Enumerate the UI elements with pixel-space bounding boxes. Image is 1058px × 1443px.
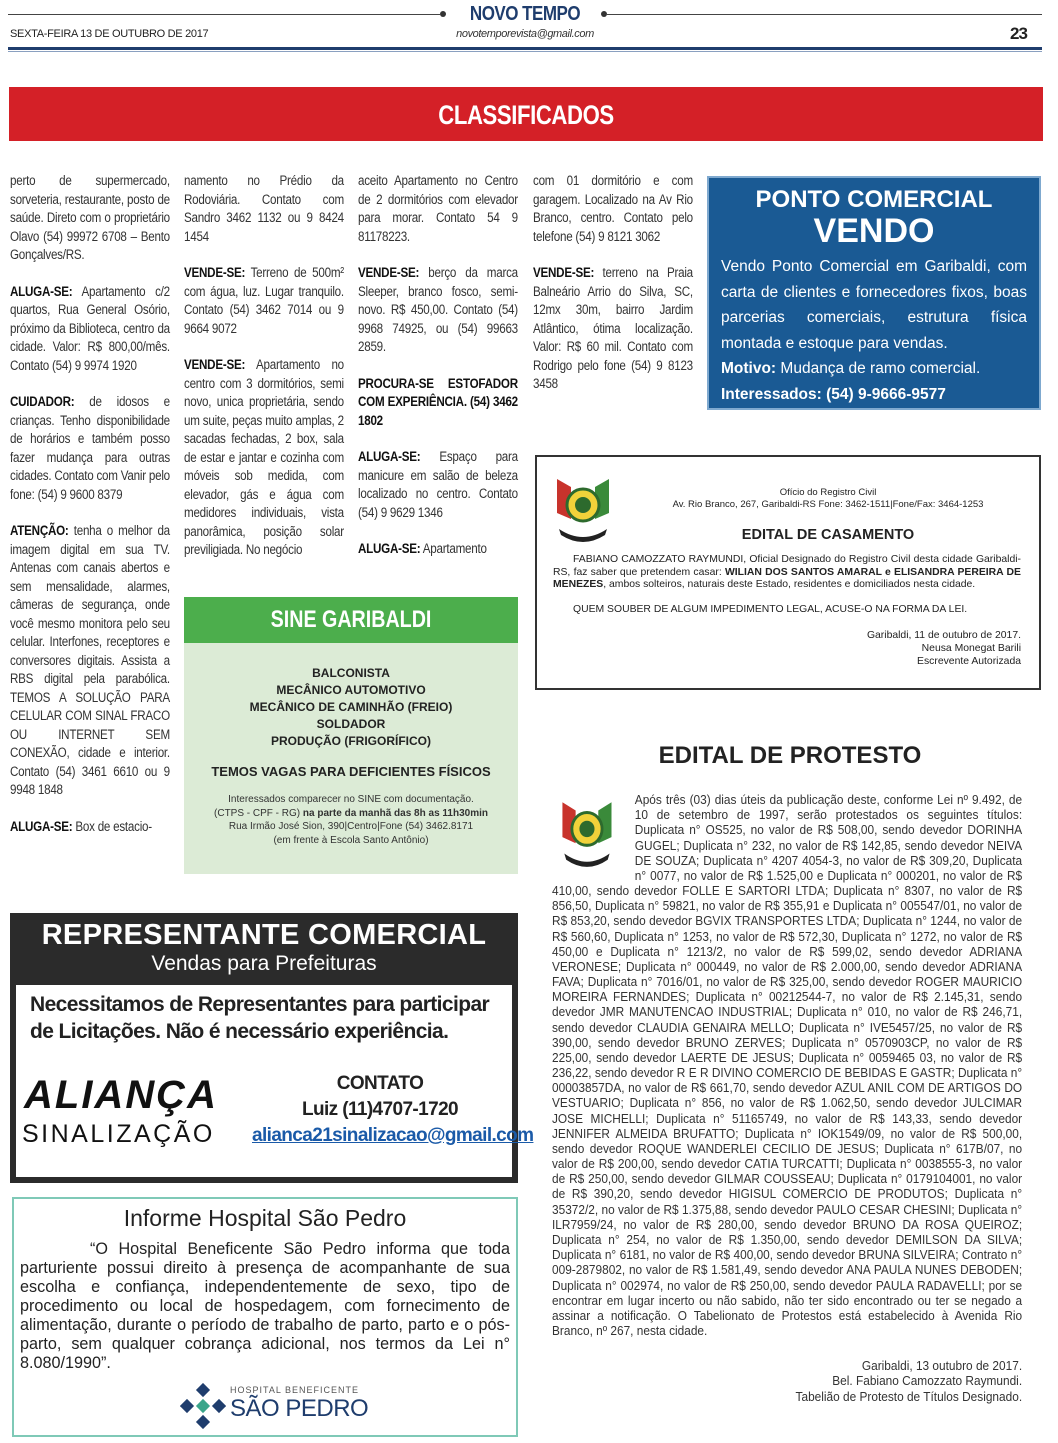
classified-column-1 [10,172,170,854]
hospital-logo-text: SÃO PEDRO [230,1395,369,1422]
hospital-logo-small: HOSPITAL BENEFICENTE [230,1385,360,1395]
classified-ad [533,172,693,246]
section-title-bar [9,87,1043,141]
ad-subtitle: VENDO [813,212,935,250]
job-listing: MECÂNICO AUTOMOTIVO [276,683,426,697]
header-rule [8,47,1042,50]
header-line [607,14,1042,15]
sine-info-line [184,807,518,821]
sine-docs: (CTPS - CPF - RG) [214,807,303,819]
rep-contact [252,1071,534,1149]
motivo-text: Mudança de ramo comercial. [776,360,981,377]
classified-lead: VENDE-SE: [184,357,246,373]
rep-title: REPRESENTANTE COMERCIAL [41,919,487,951]
edital-role: Escrevente Autorizada [917,656,1021,667]
classified-text: berço da marca Sleeper, branco fosco, semi-novo. R$ 450,00. Contato (54) 9968 74925, ou (54) 99663 2859. [358,265,518,355]
classified-lead: CUIDADOR: [10,394,75,410]
classified-lead: ALUGA-SE: [10,818,73,835]
header-line [8,14,440,15]
sine-hours: na parte da manhã das 8h as 11h30min [302,807,488,819]
classified-ad [10,283,170,376]
classified-text: perto de supermercado, sorveteria, restaurante, posto de saúde. Direto com o proprietário Olavo (54) 99972 6708 – Bento Gonçalves/RS. [10,173,170,263]
classified-lead: ATENÇÃO: [10,523,69,539]
header-email: novotemporevista@gmail.com [456,28,594,40]
classified-column-3 [358,172,518,577]
edital-text-end: , ambos solteiros, naturais deste Estado, residentes e domiciliados nesta cidade. [603,579,976,590]
edital-date: Garibaldi, 11 de outubro de 2017. [866,630,1021,641]
page-number: 23 [1010,24,1027,43]
protesto-title: EDITAL DE PROTESTO [658,742,922,769]
alianca-logo-sub: SINALIZAÇÃO [22,1120,215,1148]
section-title: CLASSIFICADOS [438,100,614,130]
protesto-text: Após três (03) dias úteis da publicação deste, conforme Lei nº 9.492, de 10 de setembro de 1997, serão protestados os seguintes títulos: Duplicata n° OS525, no valor de R$ 508,00, sendo devedor DORINHA GUGEL; Duplicata n° 232, no valor de R$ 142,85, sendo devedor NEIVA DE SOUZA; Duplicata n° 4207 4054-3, no valor de R$ 309,20, Duplicata n° 0077, no valor de R$ 1.525,00 e Duplicata n° 000201, no valor de R$ 410,00, sendo devedor FOLLE E SARTORI LTDA; Duplicata n° 8307, no valor de R$ 856,50, Duplicata n° 59821, no valor de R$ 355,91 e Duplicata n° 005547/01, no valor de R$ 853,20, sendo devedor BGVIX TRANSPORTES LTDA; Duplicata n° 1244, no valor de R$ 560,60, Duplicata n° 1253, no valor de R$ 572,30, Duplicata n° 1272, no valor de R$ 450,00 e Duplicata n° 1213/2, no valor de R$ 599,02, sendo devedor ADRIANA VERONESE; Duplicata n° 000449, no valor de R$ 2.000,00, sendo devedor ADRIANA FAVA; Duplicata n° 7016/01, no valor de R$ 325,00, sendo devedor ROGER MAURICIO MOREIRA FERNANDES; Duplicata n° 00212544-7, no valor de R$ 2.145,31, sendo devedor JMR MANUTENCAO INDUSTRIAL; Duplicata n° 010, no valor de R$ 246,71, sendo devedor CLAUDIA GENAIRA MELLO; Duplicata n° IVE5457/25, no valor de R$ 390,00, sendo devedor BRUNO ZERVES; Duplicata n° 0570903CP, no valor de R$ 225,00, sendo devedor LAERTE DE JESUS; Duplicata n° 0059465 03, no valor de R$ 236,22, sendo devedor R E R DIVINO COMERCIO DE BEBIDAS E GASTR; Duplicata n° 00003857DA, no valor de R$ 661,70, sendo devedor AZUL ANIL COM DE ARTIGOS DO VESTUARIO; Duplicata n° 856, no valor de R$ 1.062,50, sendo devedor JULCIMAR JOSE MICHELLI; Duplicata n° 51165749, no valor de R$ 143,33, sendo devedor JENNIFER ALMEIDA BRUFATTO; Duplicata n° IOK1549/09, no valor de R$ 500,00, sendo devedor ROQUE WANDERLEI CECILIO DE JESUS; Duplicata n° 617B/07, no valor de R$ 200,00, sendo devedor CATIA TURCATTI; Duplicata n° 0038555-3, no valor de R$ 250,00, sendo devedor GILMAR COUSSEAU; Duplicata n° 0179104001, no valor de R$ 390,20, sendo devedor HIGISUL COMERCIO DE PRODUTOS; Duplicata n° 35372/2, no valor de R$ 1.375,88, sendo devedor PAULO CESAR CHESINI; Duplicata n° ILR7959/24, no valor de R$ 280,00, sendo devedor BRUNO DA ROSA QUEIROZ; Duplicata n° 254, no valor de R$ 1.350,00, sendo devedor DEMILSON DA SILVA; Duplicata n° 6181, no valor de R$ 400,00, sendo devedor BRUNA SILVEIRA; Contrato n° 009-2879802, no valor de R$ 1.581,49, sendo devedor ANA PAULA NUNES DEBODEN; Duplicata n° 002974, no valor de R$ 250,00, sendo devedor PAULA RADAVELLI; por se encontrar em lugar incerto ou não sabido, não ter sido encontrado ou ter se negado a assinar a notificação. O Tabelionato de Protestos está estabelecido à Avenida Rio Branco, nº 267, nesta cidade. [552,792,1023,1339]
classified-text: namento no Prédio da Rodoviária. Contato com Sandro 3462 1132 ou 9 8424 1454 [184,173,344,245]
coat-of-arms-icon [552,792,622,872]
classified-lead: ALUGA-SE: [358,541,421,557]
classified-text: tenha o melhor da imagem digital em sua TV. Antenas com canais abertos e sem mensalidade, alarmes, câmeras de segurança, onde você mesmo monitora pelo seu celular. Interfones, receptores e conversores digitais. Assista a RBS digital pela parabólica. TEMOS A SOLUÇÃO PARA CELULAR COM SINAL FRACO OU INTERNET SEM CONEXÃO, cidade e interior. Contato (54) 3461 6610 ou 9 9948 1848 [10,523,170,798]
classified-text: Apartamento c/2 quartos, Rua General Osório, próximo da Biblioteca, centro da cidade. Valor: R$ 800,00/mês. Contato (54) 9 9974 1920 [10,283,170,374]
classified-ad [358,172,518,246]
classified-ad [184,356,344,560]
classified-lead: VENDE-SE: [184,265,246,281]
protesto-body [552,792,1022,1404]
edital-text [553,554,1021,592]
office-address: Av. Rio Branco, 267, Garibaldi-RS Fone: 3462-1511|Fone/Fax: 3464-1253 [672,499,984,510]
rep-subtitle: Vendas para Prefeituras [151,952,377,975]
header-rule [8,51,1042,52]
classified-text: aceito Apartamento no Centro de 2 dormitórios com elevador para morar. Contato 54 9 81178223. [358,173,518,245]
classified-ad [358,264,518,357]
classified-ad [10,172,170,265]
rep-phone: Luiz (11)4707-1720 [301,1099,459,1120]
office-info [537,487,1039,511]
hospital-logo-icon [180,1383,226,1429]
office-name: Ofício do Registro Civil [779,487,877,498]
edital-signature [867,629,1021,668]
classified-ad [358,448,518,522]
sine-header [184,597,518,643]
ponto-comercial-ad [707,176,1041,410]
classified-ad [533,264,693,394]
protesto-date: Garibaldi, 13 outubro de 2017. [861,1358,1023,1374]
classified-lead: PROCURA-SE ESTOFADOR COM EXPERIÊNCIA. (54) 3462 1802 [358,375,518,429]
job-list [184,665,518,750]
classified-text: Apartamento [420,541,487,557]
representante-ad [10,913,534,1183]
sine-address: Rua Irmão José Sion, 390|Centro|Fone (54) 3462.8171 [228,821,474,832]
job-listing: SOLDADOR [316,717,386,731]
job-listing: MECÂNICO DE CAMINHÃO (FREIO) [249,700,453,714]
classified-ad [184,264,344,338]
classified-lead: ALUGA-SE: [358,449,421,465]
sine-info [184,793,518,847]
edital-title: EDITAL DE CASAMENTO [741,527,915,543]
protesto-role: Tabelião de Protesto de Títulos Designado. [795,1388,1023,1404]
classified-ad [10,818,170,837]
ad-body: Vendo Ponto Comercial em Garibaldi, com carta de clientes e fornecedores fixos, boas parcerias comerciais, estrutura física montada e estoque para vendas. [721,258,1027,352]
classified-lead: VENDE-SE: [358,265,420,281]
sine-info-line: Interessados comparecer no SINE com documentação. [228,794,474,805]
sine-special: TEMOS VAGAS PARA DEFICIENTES FÍSICOS [211,764,491,779]
edital-casamento [535,455,1041,690]
header-date: SEXTA-FEIRA 13 DE OUTUBRO DE 2017 [10,28,209,40]
edital-signer: Neusa Monegat Barili [921,643,1021,654]
job-listing: BALCONISTA [312,666,390,680]
classified-text: Box de estacio- [72,818,152,835]
masthead: NOVO TEMPO [469,3,581,25]
classified-lead: ALUGA-SE: [10,283,73,300]
classified-ad [10,522,170,800]
classified-ad [184,172,344,246]
ad-title: PONTO COMERCIAL [755,186,993,213]
job-listing: PRODUÇÃO (FRIGORÍFICO) [271,734,431,748]
classified-lead: VENDE-SE: [533,265,595,281]
motivo-label: Motivo: [721,360,777,377]
rep-email-link[interactable]: alianca21sinalizacao@gmail.com [252,1125,534,1146]
hospital-title: Informe Hospital São Pedro [123,1205,407,1231]
hospital-notice [12,1197,518,1437]
classified-ad [358,375,518,431]
classified-text: terreno na Praia Balneário Arrio do Silva, SC, 12mx 30m, bairro Jardim Atlântico, ótima localização. Valor: R$ 60 mil. Contato com Rodrigo pelo fone (54) 9 8123 3458 [533,265,693,392]
classified-ad [10,393,170,504]
classified-text: de idosos e crianças. Tenho disponibilidade de horários e também posso fazer mudança para outras cidades. Contato com Vanir pelo fone: (54) 9 9600 8379 [10,394,170,503]
header-dot [440,11,446,17]
edital-notice: QUEM SOUBER DE ALGUM IMPEDIMENTO LEGAL, ACUSE-O NA FORMA DA LEI. [573,604,968,615]
classified-column-2 [184,172,344,578]
classified-column-4 [533,172,693,412]
rep-contact-label: CONTATO [336,1073,424,1094]
classified-text: Terreno de 500m² com água, luz. Lugar tranquilo. Contato (54) 3462 7014 ou 9 9664 9072 [184,265,344,337]
edital-text-intro: FABIANO CAMOZZATO RAYMUNDI, Oficial Designado do Registro Civil desta cidade Garibaldi-RS, faz saber que pretendem casar: [553,554,1021,578]
sine-landmark: (em frente à Escola Santo Antônio) [273,834,429,846]
rep-content [16,985,534,1177]
alianca-logo: ALIANÇA [24,1073,218,1117]
rep-body: Necessitamos de Representantes para participar de Licitações. Não é necessário experiência. [30,993,490,1043]
classified-ad [358,540,518,559]
classified-text: com 01 dormitório e com garagem. Localizado na Av Rio Branco, centro. Contato pelo telefone (54) 9 8121 3062 [533,173,693,245]
hospital-body: “O Hospital Beneficente São Pedro informa que toda parturiente possui direito à presença de acompanhante de sua escolha e confiança, independentemente de sexo, tipo de procedimento ou local de hospedagem, com fornecimento de alimentação, durante o período de trabalho de parto, parto e o pós-parto, sem qualquer cobrança adicional, nos termos da Lei n° 8.080/1990”. [20,1240,510,1372]
classified-text: Espaço para manicure em salão de beleza localizado no centro. Contato (54) 9 9629 1346 [358,449,518,521]
sine-title: SINE GARIBALDI [270,606,432,633]
ad-motivo [709,356,1039,382]
protesto-signature [552,1358,1022,1404]
ad-contact: Interessados: (54) 9-9666-9577 [721,385,946,403]
classified-text: Apartamento no centro com 3 dormitórios, semi novo, unica proprietária, sendo um suite, peças muito amplas, 2 sacadas fechadas, 2 box, sala de estar e jantar e cozinha com móveis sob medida, com elevador, gás e água com medidores individuais, vista panorâmica, posição solar previligiada. No negócio [184,357,344,558]
sine-ad [184,597,518,874]
edital-couple-names: WILIAN DOS SANTOS AMARAL e ELISANDRA PEREIRA DE MENEZES [553,566,1021,590]
protesto-signer: Bel. Fabiano Camozzato Raymundi. [832,1373,1023,1389]
